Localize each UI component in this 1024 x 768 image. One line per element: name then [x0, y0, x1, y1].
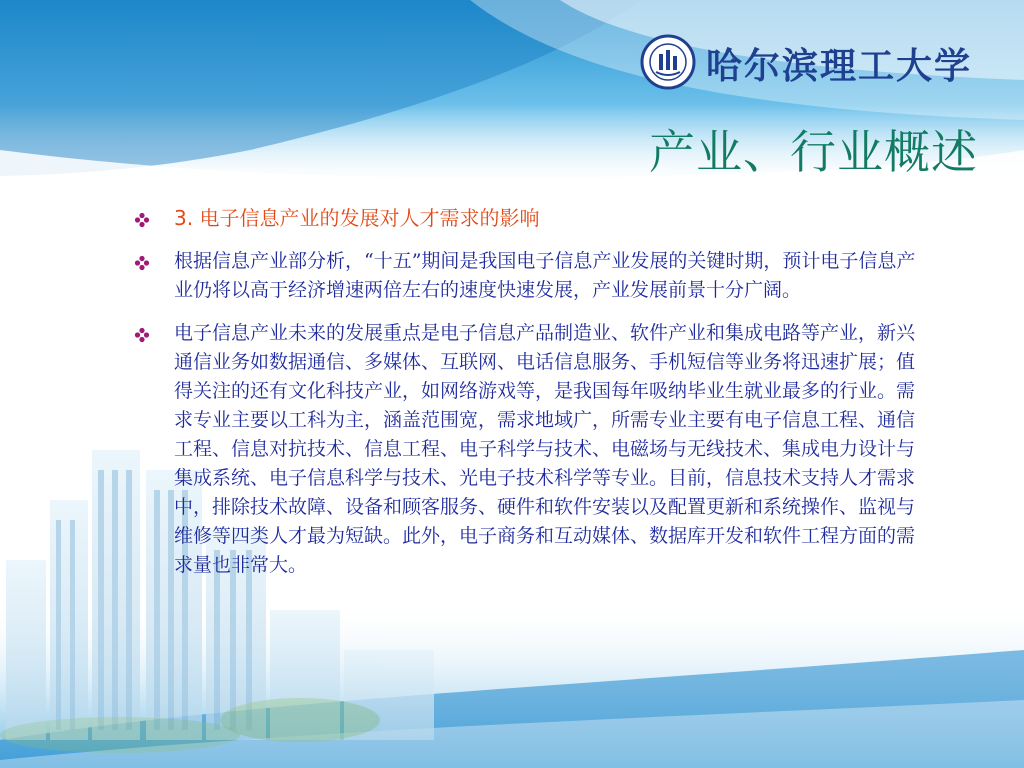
bullet-item — [134, 319, 924, 580]
diamond-bullet-icon — [134, 327, 150, 343]
slide-title: 产业、行业概述 — [649, 125, 978, 179]
bullet-item — [134, 204, 924, 233]
bullet-list — [134, 204, 924, 594]
university-seal-icon — [640, 34, 696, 90]
university-name: 哈尔滨理工大学 — [706, 46, 973, 87]
bullet-text: 电子信息产业未来的发展重点是电子信息产品制造业、软件产业和集成电路等产业，新兴通信业务如数据通信、多媒体、互联网、电话信息服务、手机短信等业务将迅速扩展；值得关注的还有文化科技产业，如网络游戏等，是我国每年吸纳毕业生就业最多的行业。需求专业主要以工科为主，涵盖范围宽，需求地域广，所需专业主要有电子信息工程、通信工程、信息对抗技术、信息工程、电子科学与技术、电磁场与无线技术、集成电力设计与集成系统、电子信息科学与技术、光电子技术科学等专业。目前，信息技术支持人才需求中，排除技术故障、设备和顾客服务、硬件和软件安装以及配置更新和系统操作、监视与维修等四类人才最为短缺。此外，电子商务和互动媒体、数据库开发和软件工程方面的需求量也非常大。 — [174, 322, 916, 576]
diamond-bullet-icon — [134, 212, 150, 228]
bullet-text: 根据信息产业部分析，“十五”期间是我国电子信息产业发展的关键时期，预计电子信息产业仍将以高于经济增速两倍左右的速度快速发展，产业发展前景十分广阔。 — [174, 250, 916, 301]
bullet-item — [134, 247, 924, 305]
diamond-bullet-icon — [134, 255, 150, 271]
university-logo — [640, 34, 1002, 90]
bullet-text: 3. 电子信息产业的发展对人才需求的影响 — [174, 206, 540, 230]
